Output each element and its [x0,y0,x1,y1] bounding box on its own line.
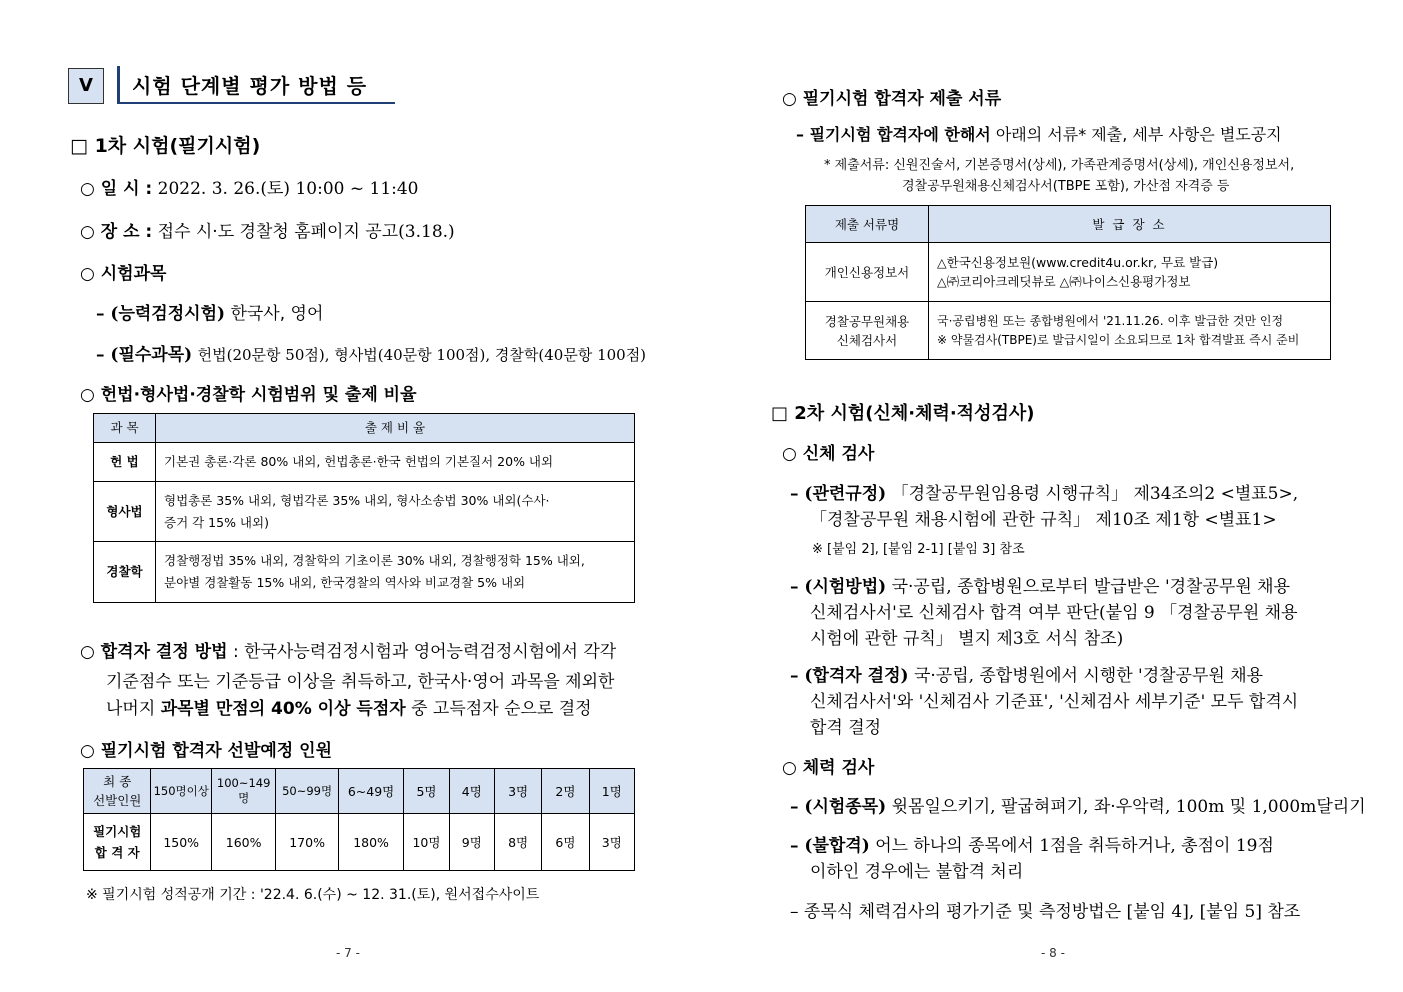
subjects-line2-value: 헌법(20문항 50점), 형사법(40문항 100점), 경찰학(40문항 100점) [197,346,647,364]
table-row [94,443,635,482]
docs-table-col1: 제출 서류명 [806,206,929,243]
select-row-label-line: 필기시험 [93,824,142,839]
method-line2: 신체검사서'로 신체검사 합격 여부 판단(붙임 9 「경찰공무원 채용 [810,603,1298,623]
date-row [80,174,419,199]
fail-line2: 이하인 경우에는 불합격 처리 [810,862,1024,882]
rule-label: – (관련규정) [790,484,887,504]
ratio-subject: 경찰학 [94,542,156,603]
place-row [80,217,455,242]
fail-line1-text: 어느 하나의 종목에서 1점을 취득하거나, 총점이 19점 [875,836,1274,856]
stage2-title: □ 2차 시험(신체·체력·적성검사) [771,403,1035,424]
pass-line3-b: 과목별 만점의 40% 이상 득점자 [160,699,406,719]
decide-label: – (합격자 결정) [790,666,909,686]
date-label: ○ 일 시 : [80,179,153,199]
select-value: 160% [211,814,275,871]
ratio-table [93,413,635,603]
method-line1-text: 국·공립, 종합병원으로부터 발급받은 '경찰공무원 채용 [891,577,1290,597]
decide-line2: 신체검사서'와 '신체검사 기준표', '신체검사 세부기준' 모두 합격시 [810,692,1299,712]
table-row [806,243,1331,302]
pass-line3 [106,694,592,719]
docs-name-line: 경찰공무원채용 [824,313,910,329]
ratio-content-line: 경찰행정법 35% 내외, 경찰학의 기초이론 30% 내외, 경찰행정학 15% 내외, [164,553,585,568]
docs-title: ○ 필기시험 합격자 제출 서류 [782,89,1002,109]
select-value: 170% [276,814,338,871]
fail-label: – (불합격) [790,836,870,856]
select-value: 9명 [449,814,494,871]
select-table [83,768,635,871]
ratio-title: ○ 헌법·형사법·경찰학 시험범위 및 출제 비율 [80,385,417,405]
ratio-content-line: 형법총론 35% 내외, 형법각론 35% 내외, 형사소송법 30% 내외(수사· [164,492,550,508]
docs-name: 개인신용정보서 [806,243,929,302]
docs-table-col2: 발 급 장 소 [929,206,1331,243]
section-underline [117,102,395,104]
subjects-line1-label: – (능력검정시험) [96,304,226,324]
select-value: 150% [151,814,211,871]
ratio-content-line: 분야별 경찰활동 15% 내외, 한국경찰의 역사와 비교경찰 5% 내외 [164,575,526,590]
select-row-label-line: 합 격 자 [94,845,140,860]
method-line1 [790,572,1290,597]
eval-line: – 종목식 체력검사의 평가기준 및 측정방법은 [붙임 4], [붙임 5] 참조 [790,902,1301,922]
pass-line1 [80,637,616,662]
score-release-note: ※ 필기시험 성적공개 기간 : '22.4. 6.(수) ~ 12. 31.(토), 원서접수사이트 [86,887,540,903]
rule-note: ※ [붙임 2], [붙임 2-1] [붙임 3] 참조 [812,542,1025,557]
page-number-right: - 8 - [1041,946,1065,960]
pass-line1-text: : 한국사능력검정시험과 영어능력검정시험에서 각각 [232,642,617,662]
rule-line1-text: 「경찰공무원임용령 시행규칙」 제34조의2 <별표5>, [891,484,1299,504]
select-value: 3명 [589,814,634,871]
docs-place-line: △한국신용정보원(www.credit4u.or.kr, 무료 발급) [937,255,1219,270]
select-value: 180% [338,814,403,871]
docs-line-a: – 필기시험 합격자에 한해서 [796,125,991,144]
pass-line3-c: 중 고득점자 순으로 결정 [411,699,592,719]
select-value: 10명 [404,814,449,871]
subjects-line1 [96,299,323,324]
page-number-left: - 7 - [336,946,360,960]
items-value: 윗몸일으키기, 팔굽혀펴기, 좌·우악력, 100m 및 1,000m달리기 [891,797,1366,817]
items-label: – (시험종목) [790,797,887,817]
select-head-label [84,769,151,814]
select-head-label-line: 선발인원 [93,793,142,808]
select-head: 50~99명 [276,769,338,814]
docs-place-line: 국·공립병원 또는 종합병원에서 '21.11.26. 이후 발급한 것만 인정 [937,313,1284,328]
decide-line3: 합격 결정 [810,718,882,738]
table-row [806,302,1331,360]
select-head: 2명 [542,769,589,814]
subjects-line2-label: – (필수과목) [96,345,193,365]
stage1-title: □ 1차 시험(필기시험) [70,135,261,157]
table-row [84,814,635,871]
pass-line3-a: 나머지 [106,699,156,719]
subjects-line2 [96,340,646,365]
method-line3: 시험에 관한 규칙」 별지 제3호 서식 참조) [810,629,1124,649]
table-row [94,542,635,603]
select-head: 4명 [449,769,494,814]
select-head: 100~149명 [211,769,275,814]
select-row-label [84,814,151,871]
place-label: ○ 장 소 : [80,222,153,242]
items-line [790,792,1366,817]
ratio-content-line: 증거 각 15% 내외) [164,514,269,530]
date-value: 2022. 3. 26.(토) 10:00 ~ 11:40 [157,179,419,199]
place-value: 접수 시·도 경찰청 홈페이지 공고(3.18.) [157,222,455,242]
select-head: 150명이상 [151,769,211,814]
docs-place [929,302,1331,360]
docs-note2: 경찰공무원채용신체검사서(TBPE 포함), 가산점 자격증 등 [902,179,1230,194]
select-value: 8명 [494,814,541,871]
docs-name [806,302,929,360]
ratio-subject: 형사법 [94,482,156,542]
select-head: 5명 [404,769,449,814]
fail-line1 [790,831,1274,856]
select-head: 1명 [589,769,634,814]
docs-line [796,122,1282,145]
decide-line1-text: 국·공립, 종합병원에서 시행한 '경찰공무원 채용 [913,666,1264,686]
ratio-content: 기본권 총론·각론 80% 내외, 헌법총론·한국 헌법의 기본질서 20% 내외 [156,443,635,482]
ratio-content [156,482,635,542]
rule-line1 [790,479,1298,504]
pass-label: ○ 합격자 결정 방법 [80,642,228,662]
docs-table [805,205,1331,360]
select-value: 6명 [542,814,589,871]
fitness-title: ○ 체력 검사 [782,758,875,778]
table-row [94,482,635,542]
ratio-table-col2: 출 제 비 율 [156,414,635,443]
section-number-box: Ⅴ [68,68,104,104]
docs-place-line: ※ 약물검사(TBPE)로 발급시일이 소요되므로 1차 합격발표 즉시 준비 [937,332,1300,347]
ratio-table-col1: 과 목 [94,414,156,443]
pass-line2: 기준점수 또는 기준등급 이상을 취득하고, 한국사·영어 과목을 제외한 [106,672,615,692]
subjects-line1-value: 한국사, 영어 [230,304,324,324]
select-head: 3명 [494,769,541,814]
docs-line-b: 아래의 서류* 제출, 세부 사항은 별도공지 [995,125,1282,144]
subjects-title: ○ 시험과목 [80,264,167,284]
select-head-label-line: 최 종 [103,774,132,789]
docs-note1: * 제출서류: 신원진술서, 기본증명서(상세), 가족관계증명서(상세), 개인신용정보서, [824,158,1295,173]
section-bar [117,66,120,104]
docs-place [929,243,1331,302]
ratio-content [156,542,635,603]
section-title: 시험 단계별 평가 방법 등 [132,74,368,98]
ratio-subject: 헌 법 [94,443,156,482]
docs-name-line: 신체검사서 [836,332,898,348]
body-exam-title: ○ 신체 검사 [782,444,875,464]
method-label: – (시험방법) [790,577,887,597]
decide-line1 [790,661,1263,686]
select-title: ○ 필기시험 합격자 선발예정 인원 [80,741,332,761]
select-head: 6~49명 [338,769,403,814]
docs-place-line: △㈜코리아크레딧뷰로 △㈜나이스신용평가정보 [937,274,1191,289]
rule-line2: 「경찰공무원 채용시험에 관한 규칙」 제10조 제1항 <별표1> [810,510,1277,530]
